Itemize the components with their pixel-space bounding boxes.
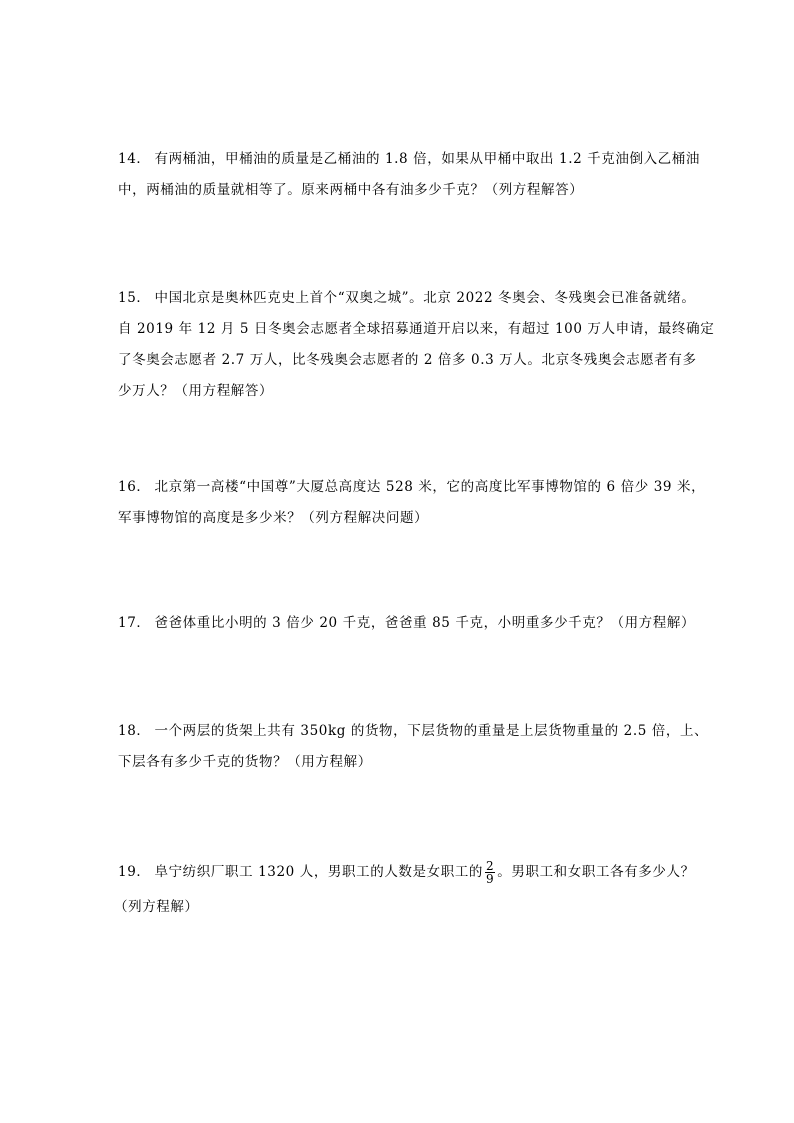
problem-number: 18． [118,723,151,739]
fraction [485,860,495,885]
problem-line: 军事博物馆的高度是多少米？（列方程解决问题） [118,510,429,526]
problem-17 [118,608,698,639]
problem-number: 19． [118,864,151,880]
problem-line [118,472,706,503]
problem-text: 阜宁纺织厂职工 1320 人，男职工的人数是女职工的 [154,864,484,880]
problem-line [118,283,698,314]
problem-line [118,852,698,892]
problem-text: 爸爸体重比小明的 3 倍少 20 千克，爸爸重 85 千克，小明重多少千克？（用方程解） [154,615,696,631]
problem-text: 中国北京是奥林匹克史上首个“双奥之城”。北京 2022 冬奥会、冬残奥会已准备就绪。 [154,290,696,306]
problem-line [118,608,698,639]
problem-line [118,144,698,175]
problem-text: 一个两层的货架上共有 350kg 的货物，下层货物的重量是上层货物重量的 2.5 倍，上、 [154,723,709,739]
problem-number: 15． [118,290,151,306]
problem-line [118,716,709,747]
problem-number: 16． [118,479,151,495]
problem-15 [118,283,715,407]
problem-number: 17． [118,615,151,631]
problem-text: 。男职工和女职工各有多少人？ [497,864,695,880]
problem-14 [118,144,698,206]
problem-line: 下层各有多少千克的货物？（用方程解） [118,754,372,770]
problem-line: 中，两桶油的质量就相等了。原来两桶中各有油多少千克？（列方程解答） [118,182,584,198]
problem-line: （列方程解） [114,899,199,915]
problem-16 [118,472,706,534]
problem-18 [118,716,709,778]
problem-line: 自 2019 年 12 月 5 日冬奥会志愿者全球招募通道开启以来，有超过 100 万人申请，最终确定 [118,321,715,337]
fraction-denominator: 9 [486,872,495,886]
problem-text: 北京第一高楼“中国尊”大厦总高度达 528 米，它的高度比军事博物馆的 6 倍少 39 米， [154,479,706,495]
problem-19 [114,852,698,923]
problem-text: 有两桶油，甲桶油的质量是乙桶油的 1.8 倍，如果从甲桶中取出 1.2 千克油倒入乙桶油 [154,151,700,167]
fraction-numerator: 2 [486,859,495,873]
problem-line: 少万人？（用方程解答） [118,383,274,399]
problem-number: 14． [118,151,151,167]
problem-line: 了冬奥会志愿者 2.7 万人，比冬残奥会志愿者的 2 倍多 0.3 万人。北京冬残奥会志愿者有多 [118,352,697,368]
